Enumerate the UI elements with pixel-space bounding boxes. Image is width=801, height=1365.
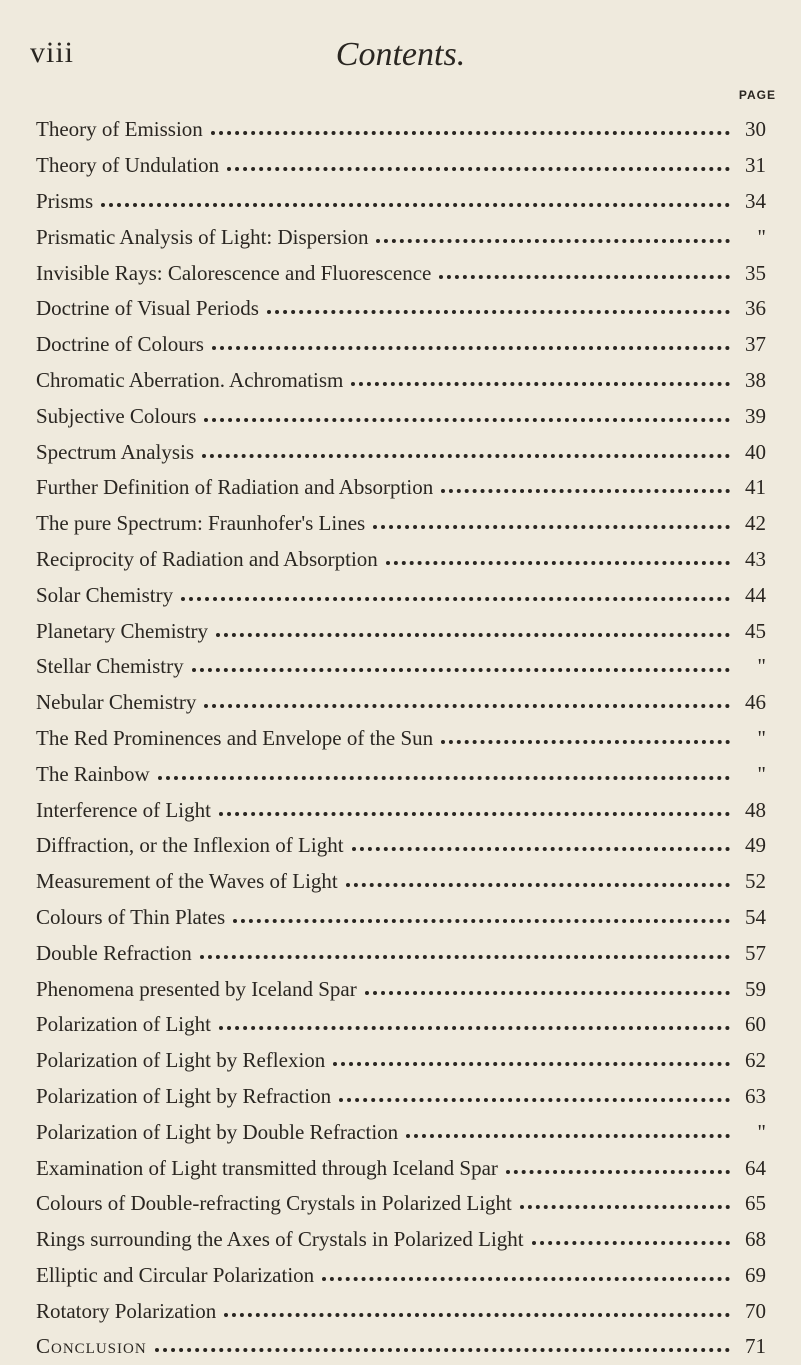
toc-entry <box>36 935 766 971</box>
dot-leader <box>211 130 730 135</box>
entry-title: Double Refraction <box>36 940 192 965</box>
toc-entry <box>36 363 766 399</box>
toc-entry <box>36 864 766 900</box>
entry-title: Doctrine of Visual Periods <box>36 296 259 321</box>
dot-leader <box>224 1312 730 1317</box>
entry-page-number: 69 <box>745 1262 766 1287</box>
dot-leader <box>212 345 730 350</box>
toc-entry <box>36 184 766 220</box>
toc-entry <box>36 434 766 470</box>
entry-title: Chromatic Aberration. Achromatism <box>36 367 344 392</box>
entry-title: Planetary Chemistry <box>36 618 209 643</box>
toc-entry <box>36 1222 766 1258</box>
dot-leader <box>346 882 730 887</box>
entry-title: Spectrum Analysis <box>36 439 195 464</box>
entry-page-number: 41 <box>745 475 766 500</box>
dot-leader <box>202 453 730 458</box>
dot-leader <box>441 739 730 744</box>
dot-leader <box>155 1347 730 1352</box>
entry-page-number: " <box>757 224 766 249</box>
entry-page-number: 63 <box>745 1083 766 1108</box>
dot-leader <box>376 238 730 243</box>
toc-entry <box>36 1258 766 1294</box>
page-number: viii <box>30 36 75 69</box>
toc-entry <box>36 542 766 578</box>
toc-entry <box>36 1114 766 1150</box>
entry-title: The Red Prominences and Envelope of the Sun <box>36 725 434 750</box>
entry-page-number: 30 <box>745 117 766 142</box>
toc-entry <box>36 649 766 685</box>
toc-entry <box>36 398 766 434</box>
dot-leader <box>158 775 730 780</box>
page-header <box>0 0 801 102</box>
dot-leader <box>352 846 730 851</box>
dot-leader <box>520 1204 730 1209</box>
entry-page-number: 43 <box>745 546 766 571</box>
toc-entry <box>36 685 766 721</box>
entry-page-number: 65 <box>745 1191 766 1216</box>
entry-page-number: " <box>757 1119 766 1144</box>
entry-title: Measurement of the Waves of Light <box>36 869 338 894</box>
entry-page-number: 52 <box>745 869 766 894</box>
entry-page-number: 48 <box>745 797 766 822</box>
toc-entry <box>36 112 766 148</box>
toc-entry <box>36 900 766 936</box>
entry-page-number: 37 <box>745 332 766 357</box>
entry-title: Subjective Colours <box>36 403 197 428</box>
entry-page-number: 45 <box>745 618 766 643</box>
entry-title: Colours of Double-refracting Crystals in Polarized Light <box>36 1191 512 1216</box>
dot-leader <box>192 667 730 672</box>
entry-page-number: 38 <box>745 367 766 392</box>
toc-entry <box>36 756 766 792</box>
toc-entry <box>36 792 766 828</box>
dot-leader <box>204 417 730 422</box>
dot-leader <box>373 524 730 529</box>
dot-leader <box>181 596 730 601</box>
entry-page-number: 71 <box>745 1334 766 1359</box>
toc-entry <box>36 1079 766 1115</box>
entry-title: Elliptic and Circular Polarization <box>36 1262 315 1287</box>
entry-page-number: 70 <box>745 1298 766 1323</box>
entry-page-number: 36 <box>745 296 766 321</box>
dot-leader <box>365 990 730 995</box>
entry-page-number: " <box>757 654 766 679</box>
entry-page-number: 46 <box>745 690 766 715</box>
entry-title: Theory of Undulation <box>36 153 220 178</box>
toc-entry <box>36 971 766 1007</box>
dot-leader <box>227 166 730 171</box>
dot-leader <box>333 1061 730 1066</box>
dot-leader <box>439 274 730 279</box>
entry-page-number: 31 <box>745 153 766 178</box>
toc-entry <box>36 1043 766 1079</box>
entry-title: Nebular Chemistry <box>36 690 197 715</box>
entry-title: Polarization of Light by Refraction <box>36 1083 332 1108</box>
entry-page-number: 68 <box>745 1227 766 1252</box>
toc-entry <box>36 470 766 506</box>
dot-leader <box>406 1133 730 1138</box>
toc-entry <box>36 1186 766 1222</box>
entry-page-number: 57 <box>745 940 766 965</box>
toc-entry <box>36 506 766 542</box>
toc-entry <box>36 1329 766 1365</box>
dot-leader <box>351 381 730 386</box>
toc-entry <box>36 327 766 363</box>
toc-entry <box>36 291 766 327</box>
entry-page-number: 42 <box>745 511 766 536</box>
toc-entry <box>36 577 766 613</box>
entry-page-number: 62 <box>745 1048 766 1073</box>
entry-title: Doctrine of Colours <box>36 332 204 357</box>
entry-page-number: 64 <box>745 1155 766 1180</box>
entry-title: Polarization of Light <box>36 1012 211 1037</box>
entry-page-number: " <box>757 761 766 786</box>
entry-title: Colours of Thin Plates <box>36 904 226 929</box>
toc-entry <box>36 613 766 649</box>
dot-leader <box>233 918 730 923</box>
dot-leader <box>200 954 730 959</box>
entry-title: Further Definition of Radiation and Absorption <box>36 475 434 500</box>
dot-leader <box>204 703 730 708</box>
dot-leader <box>506 1169 730 1174</box>
entry-title: Prisms <box>36 188 94 213</box>
entry-page-number: 44 <box>745 582 766 607</box>
dot-leader <box>322 1276 730 1281</box>
entry-page-number: 39 <box>745 403 766 428</box>
dot-leader <box>441 488 730 493</box>
entry-page-number: 34 <box>745 188 766 213</box>
dot-leader <box>386 560 730 565</box>
entry-title: Diffraction, or the Inflexion of Light <box>36 833 344 858</box>
entry-page-number: 49 <box>745 833 766 858</box>
entry-title: The Rainbow <box>36 761 150 786</box>
entry-title: Phenomena presented by Iceland Spar <box>36 976 357 1001</box>
page-column-label: PAGE <box>738 88 776 102</box>
table-of-contents <box>36 112 766 1365</box>
dot-leader <box>216 632 730 637</box>
toc-entry <box>36 828 766 864</box>
entry-page-number: 40 <box>745 439 766 464</box>
entry-title: Prismatic Analysis of Light: Dispersion <box>36 224 369 249</box>
running-title: Contents. <box>335 36 466 73</box>
entry-title: Reciprocity of Radiation and Absorption <box>36 546 378 571</box>
entry-page-number: 35 <box>745 260 766 285</box>
entry-title: Conclusion <box>36 1334 147 1359</box>
entry-title: Rings surrounding the Axes of Crystals in Polarized Light <box>36 1227 524 1252</box>
entry-title: Polarization of Light by Double Refraction <box>36 1119 399 1144</box>
toc-entry <box>36 1007 766 1043</box>
entry-title: Interference of Light <box>36 797 211 822</box>
dot-leader <box>532 1240 730 1245</box>
toc-entry <box>36 1150 766 1186</box>
dot-leader <box>101 202 730 207</box>
entry-title: Stellar Chemistry <box>36 654 184 679</box>
dot-leader <box>267 309 730 314</box>
entry-title: Polarization of Light by Reflexion <box>36 1048 326 1073</box>
toc-entry <box>36 1293 766 1329</box>
toc-entry <box>36 721 766 757</box>
entry-title: Invisible Rays: Calorescence and Fluorescence <box>36 260 432 285</box>
entry-page-number: 59 <box>745 976 766 1001</box>
dot-leader <box>219 811 730 816</box>
dot-leader <box>219 1025 730 1030</box>
dot-leader <box>339 1097 730 1102</box>
entry-title: Examination of Light transmitted through Iceland Spar <box>36 1155 498 1180</box>
entry-page-number: " <box>757 725 766 750</box>
toc-entry <box>36 219 766 255</box>
entry-title: Theory of Emission <box>36 117 203 142</box>
entry-title: Rotatory Polarization <box>36 1298 217 1323</box>
entry-title: The pure Spectrum: Fraunhofer's Lines <box>36 511 366 536</box>
entry-page-number: 60 <box>745 1012 766 1037</box>
toc-entry <box>36 255 766 291</box>
entry-title: Solar Chemistry <box>36 582 174 607</box>
toc-entry <box>36 148 766 184</box>
entry-page-number: 54 <box>745 904 766 929</box>
